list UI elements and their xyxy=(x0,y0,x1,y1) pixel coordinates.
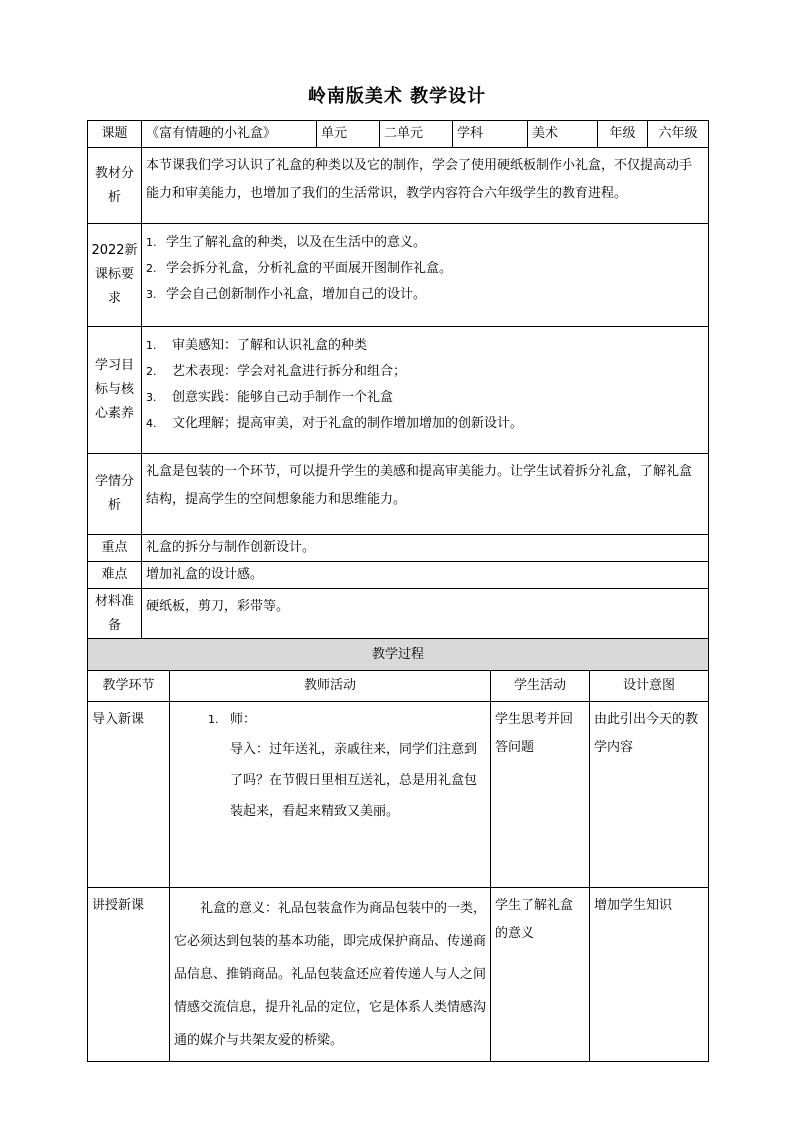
item-number: 1. xyxy=(208,713,219,726)
teacher-activity-cell: 礼盒的意义：礼品包装盒作为商品包装中的一类，它必须达到包装的基本功能，即完成保护商品、传递商品信息、推销商品。礼品包装盒还应着传递人与人之间情感交流信息，提升礼品的定位，它是体系人类情感沟通的媒介与共架友爱的桥梁。 xyxy=(170,888,491,1062)
difficulty-row xyxy=(88,562,709,589)
difficulty-text: 增加礼盒的设计感。 xyxy=(142,562,709,589)
topic-label: 课题 xyxy=(88,121,142,148)
subject-value: 美术 xyxy=(528,121,598,148)
list-item xyxy=(146,333,704,359)
teacher-activity-cell xyxy=(170,702,491,888)
grade-value: 六年级 xyxy=(648,121,709,148)
student-activity-cell: 学生思考并回答问题 xyxy=(491,702,590,888)
item-number: 1. xyxy=(146,339,157,352)
topic-value: 《富有情趣的小礼盒》 xyxy=(142,121,317,148)
situation-text: 礼盒是包装的一个环节，可以提升学生的美感和提高审美能力。让学生试着拆分礼盒，了解礼盒结构，提高学生的空间想象能力和思维能力。 xyxy=(142,454,709,535)
item-text: 学生了解礼盒的种类，以及在生活中的意义。 xyxy=(166,235,427,250)
unit-value: 二单元 xyxy=(380,121,453,148)
item-number: 2. xyxy=(146,365,157,378)
item-head: 师： xyxy=(230,712,257,727)
table-row xyxy=(88,702,709,888)
goals-label: 学习目标与核心素养 xyxy=(88,327,142,454)
materials-row xyxy=(88,589,709,639)
list-item xyxy=(146,385,704,411)
key-text: 礼盒的拆分与制作创新设计。 xyxy=(142,535,709,562)
item-number: 3. xyxy=(146,391,157,404)
intent-cell: 增加学生知识 xyxy=(590,888,709,1062)
standards-row xyxy=(88,224,709,327)
item-text: 学会拆分礼盒，分析礼盒的平面展开图制作礼盒。 xyxy=(166,261,453,276)
stage-cell: 讲授新课 xyxy=(88,888,170,1062)
teacher-activity-text: 导入：过年送礼，亲戚往来，同学们注意到了吗？在节假日里相互送礼，总是用礼盒包装起来，看起来精致又美丽。 xyxy=(230,742,478,819)
item-number: 3. xyxy=(146,288,157,301)
list-item xyxy=(146,256,704,282)
grade-label: 年级 xyxy=(598,121,648,148)
table-row xyxy=(88,888,709,1062)
stage-cell: 导入新课 xyxy=(88,702,170,888)
analysis-row xyxy=(88,148,709,224)
goals-list xyxy=(142,327,709,454)
difficulty-label: 难点 xyxy=(88,562,142,589)
list-item xyxy=(146,411,704,437)
item-number: 1. xyxy=(146,236,157,249)
item-text: 艺术表现：学会对礼盒进行拆分和组合； xyxy=(172,364,407,379)
unit-label: 单元 xyxy=(317,121,380,148)
item-text: 审美感知：了解和认识礼盒的种类 xyxy=(172,338,368,353)
item-number: 2. xyxy=(146,262,157,275)
item-number: 4. xyxy=(146,417,157,430)
column-header-stage: 教学环节 xyxy=(88,671,170,702)
standards-list xyxy=(142,224,709,327)
item-text: 学会自己创新制作小礼盒，增加自己的设计。 xyxy=(166,287,427,302)
list-item xyxy=(146,230,704,256)
column-header-intent: 设计意图 xyxy=(590,671,709,702)
student-activity-cell: 学生了解礼盒的意义 xyxy=(491,888,590,1062)
subject-label: 学科 xyxy=(453,121,528,148)
topic-row xyxy=(88,121,709,148)
page-title: 岭南版美术 教学设计 xyxy=(307,86,487,107)
list-item xyxy=(146,359,704,385)
standards-label: 2022新课标要求 xyxy=(88,224,142,327)
intent-cell: 由此引出今天的教学内容 xyxy=(590,702,709,888)
key-row xyxy=(88,535,709,562)
materials-label: 材料准备 xyxy=(88,589,142,639)
teacher-item-head xyxy=(174,706,486,734)
item-text: 文化理解；提高审美，对于礼盒的制作增加增加的创新设计。 xyxy=(172,416,524,431)
process-heading-row xyxy=(88,639,709,671)
analysis-label: 教材分析 xyxy=(88,148,142,224)
list-item xyxy=(146,282,704,308)
process-header-row xyxy=(88,671,709,702)
situation-label: 学情分析 xyxy=(88,454,142,535)
key-label: 重点 xyxy=(88,535,142,562)
goals-row xyxy=(88,327,709,454)
situation-row xyxy=(88,454,709,535)
column-header-student: 学生活动 xyxy=(491,671,590,702)
column-header-teacher: 教师活动 xyxy=(170,671,491,702)
process-heading: 教学过程 xyxy=(88,639,709,671)
teaching-process-table xyxy=(87,638,709,1062)
materials-text: 硬纸板，剪刀，彩带等。 xyxy=(142,589,709,639)
analysis-text: 本节课我们学习认识了礼盒的种类以及它的制作，学会了使用硬纸板制作小礼盒，不仅提高动手能力和审美能力，也增加了我们的生活常识，教学内容符合六年级学生的教育进程。 xyxy=(142,148,709,224)
lesson-info-table xyxy=(87,120,709,639)
item-text: 创意实践：能够自己动手制作一个礼盒 xyxy=(172,390,394,405)
